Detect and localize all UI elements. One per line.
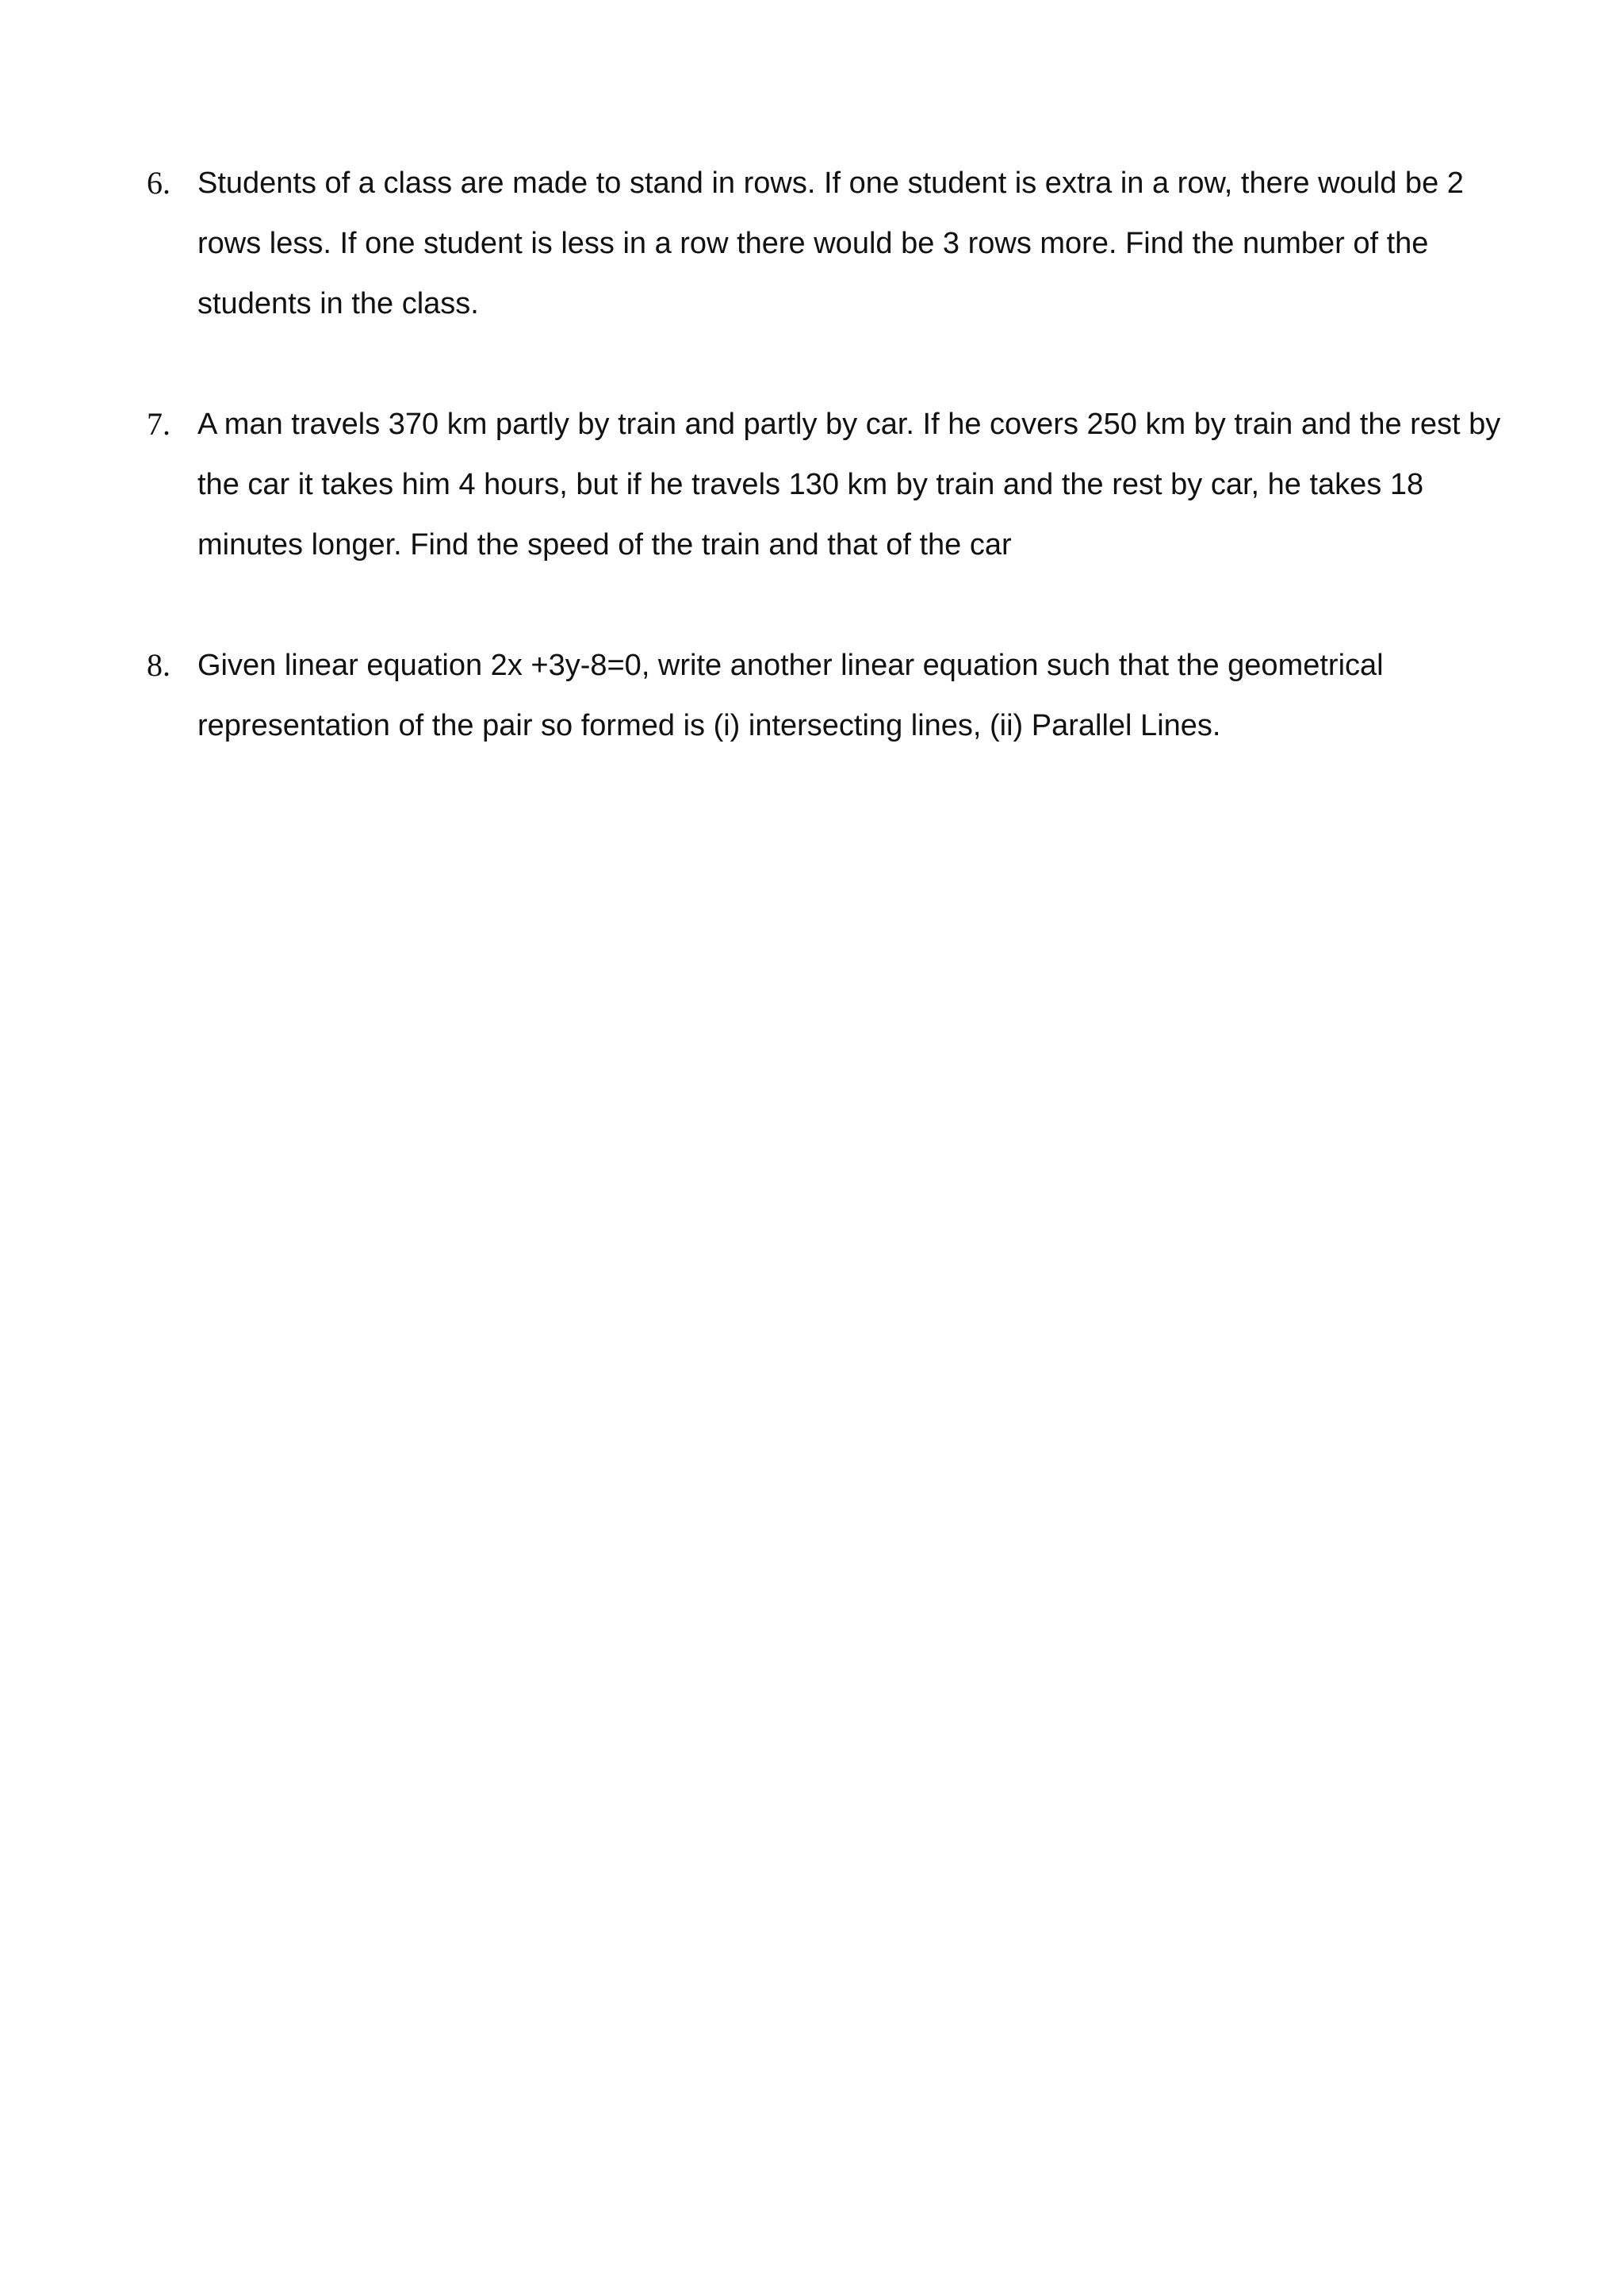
question-number: 8.: [147, 647, 170, 683]
question-item: [147, 153, 1511, 334]
question-number: 6.: [147, 165, 170, 201]
question-number: 7.: [147, 406, 170, 442]
question-list: [147, 153, 1511, 816]
question-text: Students of a class are made to stand in rows. If one student is extra in a row, there would be 2 rows less. If one student is less in a row there would be 3 rows more. Find the number of the students in the class.: [197, 167, 1464, 320]
question-item: [147, 635, 1511, 756]
question-text: Given linear equation 2x +3y-8=0, write another linear equation such that the geometrical representation of the pair so formed is (i) intersecting lines, (ii) Parallel Lines.: [197, 649, 1384, 742]
question-item: [147, 394, 1511, 575]
question-text: A man travels 370 km partly by train and partly by car. If he covers 250 km by train and the rest by the car it takes him 4 hours, but if he travels 130 km by train and the rest by car, he takes 18 minutes longer. Find the speed of the train and that of the car: [197, 408, 1501, 562]
